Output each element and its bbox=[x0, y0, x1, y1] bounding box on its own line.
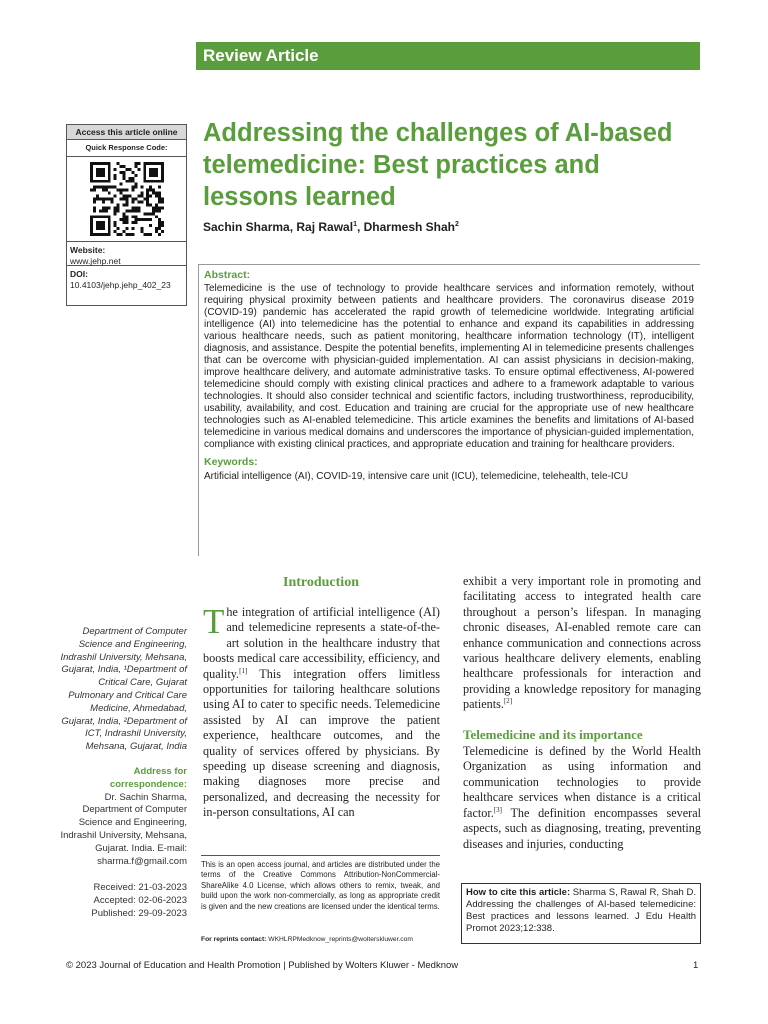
qr-code-container bbox=[67, 157, 186, 242]
intro-continued-text: exhibit a very important role in promoting and facilitating access to integrated health care throughout a person’s lifespan. In managing chronic diseases, AI-enabled remote care can enhance communication and connections across various healthcare delivery elements, enabling healthcare professionals for interaction and providing a knowledge repository for managing patients. bbox=[463, 574, 701, 712]
article-type-banner: Review Article bbox=[196, 42, 700, 70]
citation-ref-3[interactable]: [3] bbox=[493, 805, 502, 814]
affiliation-marker-1: 1 bbox=[353, 221, 357, 228]
affiliation-sidebar bbox=[60, 626, 187, 921]
correspondence-text: Dr. Sachin Sharma, Department of Computer Science and Engineering, Indrashil University, Mehsana, Gujarat. India. E-mail: sharma.f@gmail.com bbox=[60, 791, 187, 867]
author-group-2: , Dharmesh Shah bbox=[356, 220, 455, 234]
qr-label: Quick Response Code: bbox=[67, 140, 186, 157]
abstract-box bbox=[198, 264, 700, 556]
cite-text: Sharma S, Rawal R, Shah D. Addressing the challenges of AI-based telemedicine: Best practices and lessons learned. J Edu Health Promot 2023;12:338. bbox=[466, 887, 696, 934]
abstract-heading: Abstract: bbox=[204, 269, 251, 281]
article-title: Addressing the challenges of AI-based telemedicine: Best practices and lessons learned bbox=[203, 119, 673, 211]
telemedicine-paragraph bbox=[463, 744, 701, 852]
telemedicine-text-part-2: The definition encompasses several aspects, such as diagnosing, treating, preventing diseases and injuries, conducting bbox=[463, 805, 701, 851]
website-label: Website: bbox=[70, 245, 106, 255]
keywords-heading: Keywords: bbox=[204, 456, 258, 468]
how-to-cite-box bbox=[461, 883, 701, 944]
author-group-1: Sachin Sharma, Raj Rawal bbox=[203, 220, 354, 234]
website-link[interactable]: www.jehp.net bbox=[70, 256, 121, 266]
telemedicine-heading: Telemedicine and its importance bbox=[463, 726, 643, 742]
cite-label: How to cite this article: bbox=[466, 887, 571, 898]
doi-label: DOI: bbox=[70, 269, 88, 279]
page-number: 1 bbox=[693, 960, 699, 971]
drop-cap: T bbox=[203, 602, 225, 641]
license-notice: This is an open access journal, and articles are distributed under the terms of the Creative Commons Attribution-NonCommercial-ShareAlike 4.0 License, which allows others to remix, tweak, and build upon the work non-commercially, as long as appropriate credit is given and the new creations are licensed under the identical terms. bbox=[201, 855, 440, 912]
received-date: Received: 21-03-2023 bbox=[93, 882, 187, 894]
keywords-text: Artificial intelligence (AI), COVID-19, intensive care unit (ICU), telemedicine, telehealth, tele-ICU bbox=[204, 471, 629, 482]
intro-paragraph-part-1: he integration of artificial intelligence (AI) and telemedicine represents a state-of-the-art solution in the healthcare industry that boosts medical care accessibility, efficiency, and quality. bbox=[203, 605, 440, 681]
citation-ref-1[interactable]: [1] bbox=[239, 666, 248, 675]
published-date: Published: 29-09-2023 bbox=[91, 907, 187, 919]
access-article-box bbox=[66, 124, 187, 306]
introduction-heading: Introduction bbox=[283, 575, 359, 590]
website-section bbox=[67, 242, 186, 266]
affiliations-text: Department of Computer Science and Engineering, Indrashil University, Mehsana, Gujarat, India, ¹Department of Critical Care, Gujarat Pulmonary and Critical Care Medicine, Ahmedabad, Gujarat, India, ²Department of ICT, Indrashil University, Mehsana, Gujarat, India bbox=[60, 626, 187, 753]
reprints-contact bbox=[201, 936, 440, 943]
doi-link[interactable]: 10.4103/jehp.jehp_402_23 bbox=[70, 280, 171, 290]
article-dates bbox=[60, 882, 187, 920]
author-list bbox=[203, 220, 459, 234]
correspondence-heading: Address for correspondence: bbox=[109, 765, 187, 790]
body-column-1 bbox=[203, 602, 440, 821]
intro-paragraph-continued bbox=[463, 574, 701, 713]
page-footer: © 2023 Journal of Education and Health Promotion | Published by Wolters Kluwer - Medknow bbox=[66, 960, 459, 971]
access-box-title: Access this article online bbox=[67, 125, 186, 140]
qr-code-icon[interactable] bbox=[90, 162, 164, 236]
intro-paragraph-part-2: This integration offers limitless opportunities for tailoring healthcare solutions using AI to cater to specific needs. Telemedicine assisted by AI can improve the patient experience, healthcare outcomes, and the quality of services offered by physicians. By speeding up disease screening and diagnosis, making diagnoses more precise and personalized, and decreasing the necessity for in-person consultations, AI can bbox=[203, 666, 440, 820]
citation-ref-2[interactable]: [2] bbox=[503, 697, 513, 706]
doi-section bbox=[67, 266, 186, 294]
reprints-label: For reprints contact: bbox=[201, 936, 267, 943]
affiliation-marker-2: 2 bbox=[455, 221, 459, 228]
reprints-email[interactable]: WKHLRPMedknow_reprints@wolterskluwer.com bbox=[266, 936, 413, 943]
abstract-text: Telemedicine is the use of technology to provide healthcare services and information remotely, without requiring physical proximity between patients and healthcare providers. The coronavirus disease 2019 (COVID-19) pandemic has accelerated the rapid growth of telemedicine worldwide. Integrating artificial intelligence (AI) into telemedicine has the potential to enhance and expand its capabilities in addressing various healthcare needs, such as patient monitoring, healthcare information technology (IT), intelligent diagnosis, and assistance. Despite the potential benefits, implementing AI in telemedicine presents challenges that can be overcome with physician-guided implementation. AI can assist physicians in decision-making, improve healthcare delivery, and automate administrative tasks. To ensure optimal effectiveness, AI-powered telemedicine should comply with existing clinical practices and adhere to a framework adaptable to various technologies. It should also consider technical and scientific factors, including trustworthiness, reproducibility, usability, availability, and cost. Education and training are crucial for the appropriate use of new healthcare technologies such as AI-enabled telemedicine. This article examines the benefits and limitations of AI-based telemedicine in various medical domains and underscores the importance of physician-guided implementation, compliance with existing clinical practices, and appropriate education and training for healthcare providers. bbox=[204, 283, 694, 450]
accepted-date: Accepted: 02-06-2023 bbox=[93, 895, 187, 907]
telemedicine-text-part-1: Telemedicine is defined by the World Health Organization as using information and communication technologies to provide healthcare services when distance is a critical factor. bbox=[463, 744, 701, 820]
body-column-2 bbox=[463, 574, 701, 852]
